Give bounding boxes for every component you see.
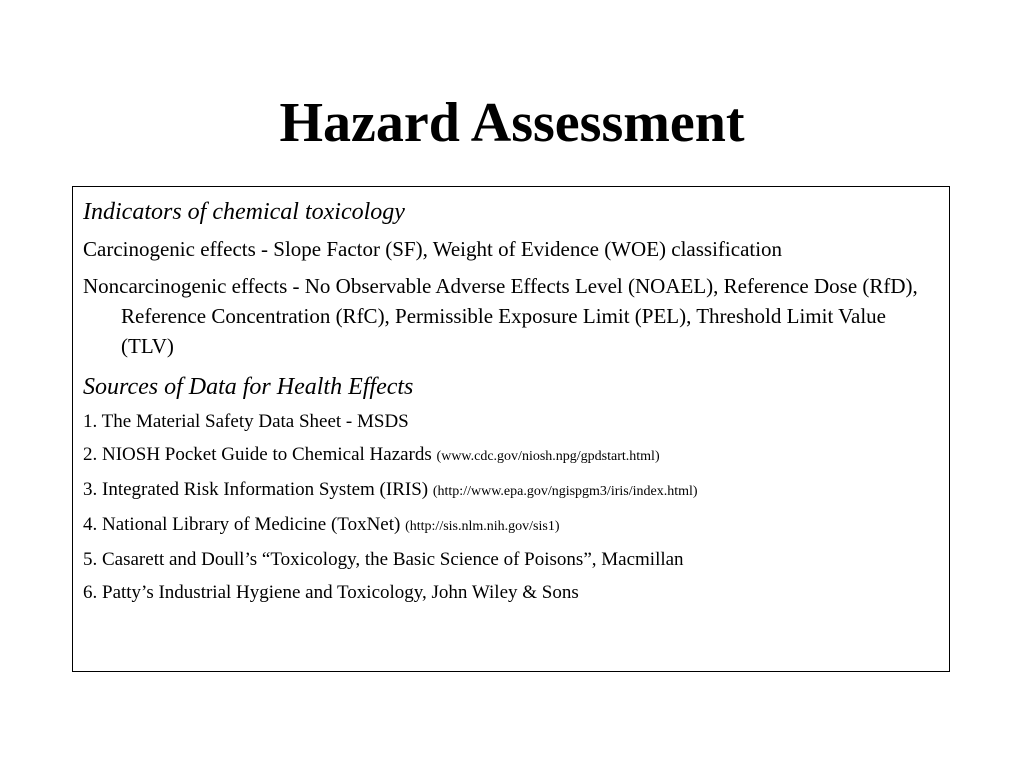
- source-item-toxnet: [83, 512, 939, 540]
- source-item-text: 5. Casarett and Doull’s “Toxicology, the Basic Science of Poisons”, Macmillan: [83, 549, 684, 570]
- source-item-url[interactable]: (www.cdc.gov/niosh.npg/gpdstart.html): [436, 449, 660, 464]
- slide-title: Hazard Assessment: [279, 92, 745, 154]
- source-item-casarett-doull: [83, 547, 939, 573]
- source-item-url[interactable]: (http://www.epa.gov/ngispgm3/iris/index.html): [432, 484, 698, 499]
- source-item-iris: [83, 477, 939, 505]
- source-item-url[interactable]: (http://sis.nlm.nih.gov/sis1): [405, 519, 560, 534]
- source-item-msds: [83, 409, 939, 435]
- source-item-text: 3. Integrated Risk Information System (IRIS): [83, 479, 433, 500]
- noncarcinogenic-effects-text: Noncarcinogenic effects - No Observable Adverse Effects Level (NOAEL), Reference Dose (RfD), Reference Concentration (RfC), Permissible Exposure Limit (PEL), Threshold Limit Value (TLV): [83, 274, 918, 358]
- source-item-niosh: [83, 442, 939, 470]
- indicators-heading: Indicators of chemical toxicology: [83, 199, 405, 225]
- source-item-text: 2. NIOSH Pocket Guide to Chemical Hazards: [83, 444, 437, 465]
- carcinogenic-effects-text: Carcinogenic effects - Slope Factor (SF), Weight of Evidence (WOE) classification: [83, 237, 783, 261]
- sources-heading: Sources of Data for Health Effects: [83, 374, 414, 400]
- source-item-text: 6. Patty’s Industrial Hygiene and Toxicology, John Wiley & Sons: [83, 582, 579, 603]
- content-box: [72, 186, 950, 672]
- source-item-text: 1. The Material Safety Data Sheet - MSDS: [83, 411, 409, 432]
- source-item-patty: [83, 580, 939, 606]
- source-item-text: 4. National Library of Medicine (ToxNet): [83, 514, 406, 535]
